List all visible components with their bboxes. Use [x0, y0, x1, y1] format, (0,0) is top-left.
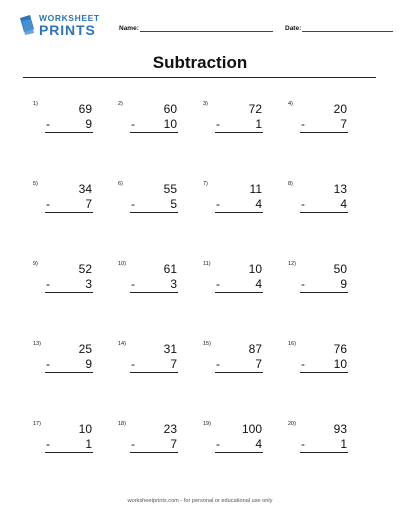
problem-9: [33, 261, 118, 301]
minuend: 13: [333, 182, 347, 196]
problem-11: [203, 261, 288, 301]
problem-5: [33, 181, 118, 221]
minuend: 10: [248, 262, 262, 276]
minuend: 25: [78, 342, 92, 356]
problem-number: 9): [33, 261, 38, 267]
minus-sign: -: [131, 277, 135, 291]
answer-line: [300, 292, 348, 293]
subtrahend: 7: [85, 197, 92, 211]
minus-sign: -: [131, 437, 135, 451]
minuend: 20: [333, 102, 347, 116]
answer-line: [130, 372, 178, 373]
subtrahend: 4: [255, 437, 262, 451]
minuend: 55: [163, 182, 177, 196]
date-field: [285, 24, 393, 32]
date-label: Date:: [285, 25, 302, 32]
subtrahend: 9: [85, 117, 92, 131]
minus-sign: -: [46, 277, 50, 291]
problem-19: [203, 421, 288, 461]
name-line: [140, 24, 273, 32]
problem-17: [33, 421, 118, 461]
problem-number: 7): [203, 181, 208, 187]
minuend: 100: [241, 422, 262, 436]
minuend: 10: [78, 422, 92, 436]
minuend: 60: [163, 102, 177, 116]
answer-line: [215, 452, 263, 453]
minus-sign: -: [216, 277, 220, 291]
minus-sign: -: [46, 197, 50, 211]
problem-12: [288, 261, 373, 301]
minus-sign: -: [216, 357, 220, 371]
minus-sign: -: [216, 437, 220, 451]
subtrahend: 9: [340, 277, 347, 291]
problem-number: 5): [33, 181, 38, 187]
problem-number: 10): [118, 261, 126, 267]
minuend: 69: [78, 102, 92, 116]
answer-line: [300, 132, 348, 133]
minuend: 34: [78, 182, 92, 196]
answer-line: [45, 372, 93, 373]
problem-number: 15): [203, 341, 211, 347]
date-line: [302, 24, 393, 32]
problem-number: 12): [288, 261, 296, 267]
problem-20: [288, 421, 373, 461]
minus-sign: -: [46, 357, 50, 371]
problem-number: 20): [288, 421, 296, 427]
answer-line: [215, 212, 263, 213]
problem-number: 1): [33, 101, 38, 107]
answer-line: [130, 212, 178, 213]
problem-13: [33, 341, 118, 381]
subtrahend: 3: [85, 277, 92, 291]
problem-10: [118, 261, 203, 301]
minus-sign: -: [301, 277, 305, 291]
problem-3: [203, 101, 288, 141]
problem-4: [288, 101, 373, 141]
minus-sign: -: [216, 117, 220, 131]
problem-number: 16): [288, 341, 296, 347]
minus-sign: -: [216, 197, 220, 211]
problem-number: 17): [33, 421, 41, 427]
minuend: 87: [248, 342, 262, 356]
minuend: 23: [163, 422, 177, 436]
subtrahend: 7: [340, 117, 347, 131]
subtrahend: 7: [170, 437, 177, 451]
answer-line: [300, 372, 348, 373]
problem-7: [203, 181, 288, 221]
minuend: 72: [248, 102, 262, 116]
worksheetprints-logo: [18, 12, 100, 40]
minuend: 11: [249, 182, 262, 196]
problem-18: [118, 421, 203, 461]
footer-text: worksheetprints.com - for personal or educational use only: [127, 498, 273, 504]
answer-line: [300, 452, 348, 453]
subtrahend: 5: [170, 197, 177, 211]
problem-number: 2): [118, 101, 123, 107]
problem-number: 3): [203, 101, 208, 107]
answer-line: [130, 132, 178, 133]
problem-8: [288, 181, 373, 221]
problem-number: 19): [203, 421, 211, 427]
logo-text-top: WORKSHEET: [39, 13, 100, 23]
subtrahend: 1: [255, 117, 262, 131]
minuend: 52: [78, 262, 92, 276]
logo-paper-icon: [18, 14, 36, 36]
minus-sign: -: [301, 437, 305, 451]
answer-line: [300, 212, 348, 213]
subtrahend: 4: [340, 197, 347, 211]
subtrahend: 9: [85, 357, 92, 371]
logo-text-bottom: PRINTS: [39, 22, 96, 38]
name-field: [119, 24, 273, 32]
problem-2: [118, 101, 203, 141]
minus-sign: -: [131, 117, 135, 131]
minus-sign: -: [46, 437, 50, 451]
minuend: 50: [333, 262, 347, 276]
subtrahend: 4: [255, 197, 262, 211]
problem-14: [118, 341, 203, 381]
subtrahend: 10: [163, 117, 177, 131]
answer-line: [45, 452, 93, 453]
problem-15: [203, 341, 288, 381]
answer-line: [130, 452, 178, 453]
subtrahend: 1: [85, 437, 92, 451]
problem-number: 6): [118, 181, 123, 187]
answer-line: [215, 372, 263, 373]
minus-sign: -: [46, 117, 50, 131]
subtrahend: 4: [255, 277, 262, 291]
page-title: Subtraction: [152, 53, 248, 72]
minus-sign: -: [131, 357, 135, 371]
answer-line: [130, 292, 178, 293]
problem-number: 4): [288, 101, 293, 107]
problem-6: [118, 181, 203, 221]
subtrahend: 7: [255, 357, 262, 371]
problem-number: 14): [118, 341, 126, 347]
minuend: 31: [163, 342, 177, 356]
minuend: 93: [333, 422, 347, 436]
subtrahend: 10: [333, 357, 347, 371]
subtrahend: 1: [340, 437, 347, 451]
subtrahend: 7: [170, 357, 177, 371]
problem-number: 13): [33, 341, 41, 347]
minus-sign: -: [301, 117, 305, 131]
answer-line: [215, 132, 263, 133]
minuend: 76: [333, 342, 347, 356]
problem-number: 8): [288, 181, 293, 187]
problem-1: [33, 101, 118, 141]
minuend: 61: [163, 262, 177, 276]
answer-line: [215, 292, 263, 293]
minus-sign: -: [301, 197, 305, 211]
title-divider: [23, 77, 376, 78]
name-label: Name:: [119, 25, 139, 32]
minus-sign: -: [131, 197, 135, 211]
subtrahend: 3: [170, 277, 177, 291]
answer-line: [45, 292, 93, 293]
answer-line: [45, 132, 93, 133]
problem-16: [288, 341, 373, 381]
problem-number: 11): [203, 261, 211, 267]
problem-number: 18): [118, 421, 126, 427]
minus-sign: -: [301, 357, 305, 371]
answer-line: [45, 212, 93, 213]
